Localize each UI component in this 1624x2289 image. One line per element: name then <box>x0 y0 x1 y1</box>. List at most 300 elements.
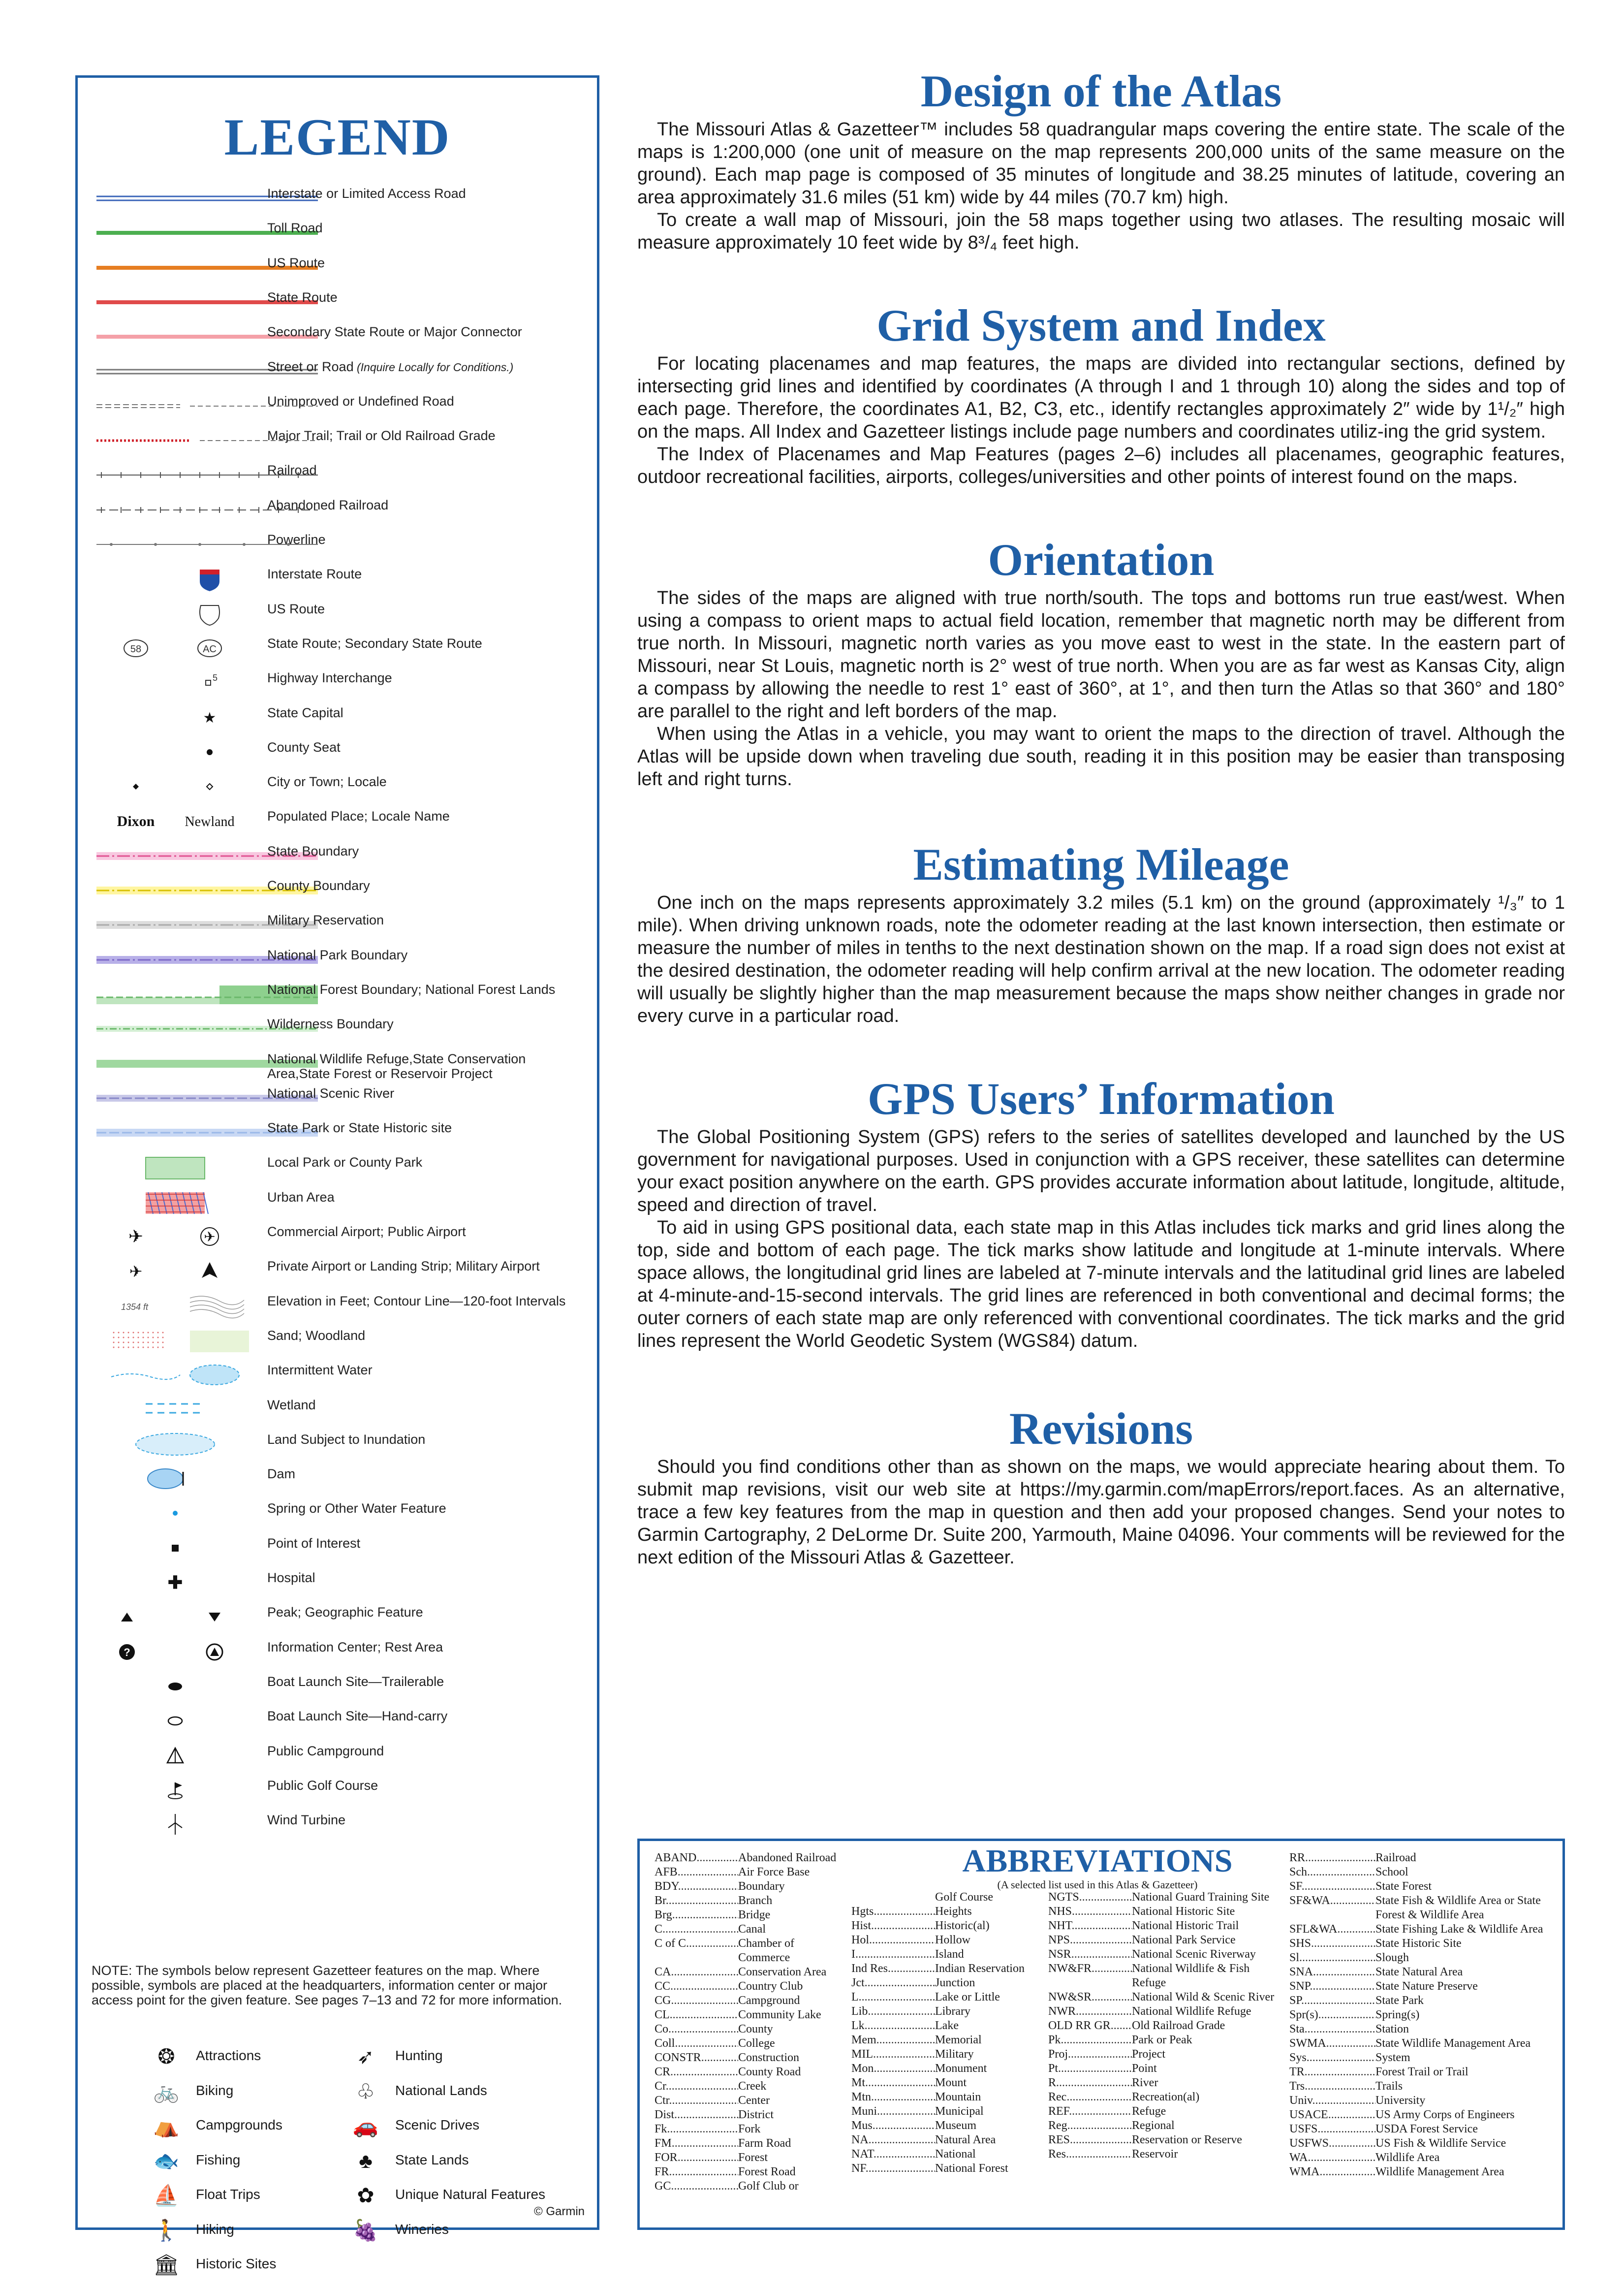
gazetteer-label: Wineries <box>395 2221 449 2237</box>
legend-label: National Scenic River <box>267 1085 395 1101</box>
abbreviation-meaning: College <box>738 2037 775 2050</box>
abbreviation-key: RES <box>1048 2133 1070 2146</box>
abbreviation-meaning: Heights <box>935 1905 972 1918</box>
legend-panel <box>75 75 599 2276</box>
gazetteer-label: Attractions <box>196 2048 261 2063</box>
legend-item <box>78 186 597 221</box>
abbreviation-entry <box>851 2119 1038 2133</box>
abbreviation-key: Sch <box>1289 1866 1307 1878</box>
gazetteer-label: Hiking <box>196 2221 234 2237</box>
abbreviation-key: Fk <box>655 2123 667 2135</box>
abbreviation-meaning: Park or Peak <box>1132 2034 1192 2046</box>
abbreviation-meaning: Air Force Base <box>738 1866 810 1878</box>
abbreviation-key: Mt <box>851 2076 866 2089</box>
abbreviation-key: NAT <box>851 2148 874 2161</box>
abbreviation-entry <box>851 2033 1038 2047</box>
legend-item <box>78 1120 597 1155</box>
abbreviation-entry <box>1289 2094 1550 2108</box>
attractions-icon: ❂ <box>157 2045 175 2068</box>
legend-label: Wind Turbine <box>267 1812 346 1828</box>
abbreviation-entry <box>851 2090 1038 2104</box>
section <box>637 1401 1565 1569</box>
legend-item <box>78 809 597 843</box>
legend-label: Private Airport or Landing Strip; Military Airport <box>267 1259 540 1274</box>
abbreviation-meaning: State Historic Site <box>1375 1937 1462 1950</box>
abbreviation-key: REF <box>1048 2105 1069 2118</box>
gazetteer-note: NOTE: The symbols below represent Gazetteer features on the map. Where possible, symbols are placed at the headquarters, information center or major access point for the given feature. See pages 7–13 and 72 for more information. <box>92 1963 562 2007</box>
abbreviation-key: L <box>851 1991 859 2003</box>
abbreviation-entry <box>1048 2047 1280 2062</box>
abbreviation-key: Brg <box>655 1908 672 1921</box>
abbreviation-meaning: Point <box>1132 2062 1157 2075</box>
abbreviation-key: SNP <box>1289 1980 1310 1993</box>
legend-item <box>78 1017 597 1051</box>
abbreviation-key: C of C <box>655 1937 687 1950</box>
legend-label: State Boundary <box>267 843 359 858</box>
abbreviation-meaning: Wildlife Area <box>1375 2151 1440 2164</box>
abbreviation-entry <box>851 2147 1038 2162</box>
legend-item <box>78 948 597 982</box>
abbreviation-meaning: Trails <box>1375 2080 1403 2093</box>
gazetteer-label: Biking <box>196 2082 234 2098</box>
abbreviation-key: Trs <box>1289 2080 1305 2093</box>
abbreviation-meaning: Farm Road <box>738 2137 791 2150</box>
abbreviation-meaning: Natural Area <box>935 2133 996 2146</box>
section-paragraph: For locating placenames and map features, the maps are divided into rectangular sections, defined by intersecting grid lines and identified by coordinates (A through I and 1 through 10) along the sides and top of each page. Therefore, the coordinates A1, B2, C3, etc., identify rectangles approximately 2″ wide by 1¹/₂″ high on the maps. All Index and Gazetteer listings include page numbers and coordinates utiliz-ing the grid system. <box>637 353 1565 442</box>
legend-item <box>78 844 597 878</box>
abbreviation-entry <box>851 1947 1038 1962</box>
abbreviation-meaning: Recreation(al) <box>1132 2091 1200 2103</box>
abbreviation-key: Rec <box>1048 2091 1067 2103</box>
abbreviation-entry <box>655 2051 842 2065</box>
abbreviation-meaning: River <box>1132 2076 1158 2089</box>
legend-label: Elevation in Feet; Contour Line—120-foot Intervals <box>267 1293 566 1308</box>
abbreviation-key: AFB <box>655 1866 678 1878</box>
legend-label: Local Park or County Park <box>267 1155 423 1170</box>
abbreviation-entry <box>1289 1951 1550 1965</box>
abbreviation-entry <box>851 1962 1038 1976</box>
abbreviation-entry <box>655 2079 842 2094</box>
abbreviation-meaning: Creek <box>738 2080 767 2093</box>
abbreviation-meaning: State Natural Area <box>1375 1966 1463 1978</box>
abbreviation-meaning: Junction <box>935 1976 975 1989</box>
abbreviation-key: Dist <box>655 2108 675 2121</box>
abbreviation-key: SP <box>1289 1994 1302 2007</box>
abbreviation-meaning: Fork <box>738 2123 761 2135</box>
section-paragraph: When using the Atlas in a vehicle, you may want to orient the maps to the direction of travel. Although the Atlas will be upside down when traveling due south, reading it in this position may be easier than transposing left and right turns. <box>637 724 1565 790</box>
abbreviation-entry <box>1289 1851 1550 1865</box>
legend-label: Populated Place; Locale Name <box>267 809 450 824</box>
abbreviation-key: GC <box>655 2180 671 2193</box>
abbreviation-entry <box>1289 1922 1550 1937</box>
abbreviation-key: Reg <box>1048 2119 1067 2132</box>
legend-item <box>78 1328 597 1363</box>
legend-label: County Seat <box>267 739 341 755</box>
abbreviation-meaning: Reservation or Reserve <box>1132 2133 1242 2146</box>
abbreviation-meaning: National Wildlife Refuge <box>1132 2005 1251 2018</box>
abbreviation-key: WA <box>1289 2151 1308 2164</box>
abbreviation-entry <box>1289 2122 1550 2136</box>
abbreviation-key: Spr(s) <box>1289 2008 1318 2021</box>
abbreviation-meaning: State Fishing Lake & Wildlife Area <box>1375 1923 1543 1936</box>
legend-label: US Route <box>267 601 325 616</box>
abbreviation-entry <box>1289 2022 1550 2036</box>
abbreviation-key: NGTS <box>1048 1891 1079 1904</box>
abbreviation-meaning: Museum <box>935 2119 976 2132</box>
abbreviation-meaning: State Park <box>1375 1994 1424 2007</box>
abbreviation-entry <box>1289 2051 1550 2065</box>
abbreviation-entry <box>1289 2065 1550 2079</box>
abbreviation-meaning: Old Railroad Grade <box>1132 2019 1225 2032</box>
section-title: Orientation <box>988 535 1215 585</box>
legend-label: Intermittent Water <box>267 1363 373 1378</box>
abbreviation-entry <box>655 1979 842 1994</box>
section-title: Design of the Atlas <box>920 66 1282 116</box>
abbreviation-key: Ind Res <box>851 1962 888 1975</box>
abbreviation-entry <box>655 2008 842 2022</box>
abbreviation-column <box>1289 1851 1550 2179</box>
abbreviation-entry <box>1048 1990 1280 2004</box>
abbreviation-key: Pk <box>1048 2034 1061 2046</box>
abbreviation-key: SWMA <box>1289 2037 1326 2050</box>
abbreviation-meaning: Military <box>935 2048 974 2061</box>
gazetteer-label: State Lands <box>395 2152 469 2167</box>
legend-label: Abandoned Railroad <box>267 497 389 512</box>
abbreviation-meaning: National Guard Training Site <box>1132 1891 1270 1904</box>
abbreviation-meaning: Mountain <box>935 2091 981 2103</box>
abbreviation-entry <box>851 2104 1038 2119</box>
abbreviation-key: FM <box>655 2137 672 2150</box>
abbreviation-entry <box>1289 1979 1550 1994</box>
copyright: © Garmin <box>533 2205 585 2218</box>
abbreviation-entry <box>1289 2036 1550 2051</box>
abbreviation-meaning: Hollow <box>935 1934 970 1946</box>
abbreviation-key: Muni <box>851 2105 877 2118</box>
abbreviation-entry <box>1048 2147 1280 2162</box>
legend-item <box>78 498 597 532</box>
abbreviation-meaning: Refuge <box>1132 2105 1166 2118</box>
abbreviation-meaning: Golf Club or <box>738 2180 799 2193</box>
abbreviation-key: CONSTR <box>655 2051 701 2064</box>
legend-label: State Route <box>267 289 338 305</box>
abbreviation-meaning: Lake or Little <box>935 1991 1000 2003</box>
abbreviation-entry <box>851 1976 1038 1990</box>
legend-label: Secondary State Route or Major Connector <box>267 324 522 340</box>
legend-label: Public Golf Course <box>267 1778 378 1793</box>
abbreviation-entry <box>1048 2133 1280 2147</box>
abbreviation-key: FOR <box>655 2151 678 2164</box>
abbreviation-key: NPS <box>1048 1934 1070 1946</box>
gazetteer-label: Hunting <box>395 2048 443 2063</box>
abbreviation-entry <box>655 1937 842 1965</box>
section <box>637 1072 1565 1352</box>
abbreviation-entry <box>1048 2019 1280 2033</box>
abbreviation-column <box>851 1890 1038 2176</box>
legend-item <box>78 1294 597 1328</box>
legend-item <box>78 567 597 601</box>
legend-item <box>78 1812 597 1847</box>
legend-item <box>78 221 597 255</box>
abbreviation-entry <box>655 2065 842 2079</box>
abbreviation-meaning: Station <box>1375 2023 1409 2035</box>
abbreviation-entry <box>851 2062 1038 2076</box>
elevation-sample: 1354 ft <box>121 1302 149 1312</box>
abbreviation-key: RR <box>1289 1851 1306 1864</box>
legend-label: Dam <box>267 1466 296 1482</box>
national-lands-icon: ♧ <box>356 2079 375 2103</box>
legend-label: State Route; Secondary State Route <box>267 636 482 651</box>
legend-item <box>78 878 597 913</box>
section-paragraph: To create a wall map of Missouri, join the 58 maps together using two atlases. The resulting mosaic will measure approximately 10 feet wide by 8³/₄ feet high. <box>637 210 1565 253</box>
abbreviation-entry <box>1289 2151 1550 2165</box>
abbreviation-meaning: US Fish & Wildlife Service <box>1375 2137 1506 2150</box>
section-paragraph: The Index of Placenames and Map Features (pages 2–6) includes all placenames, geographic features, outdoor recreational facilities, airports, colleges/universities and other points of interest found on the maps. <box>637 444 1565 487</box>
abbreviation-entry <box>655 2108 842 2122</box>
abbreviation-meaning: Spring(s) <box>1375 2008 1420 2021</box>
abbreviation-entry <box>655 1851 842 1865</box>
legend-item <box>78 1432 597 1466</box>
legend-item <box>78 740 597 774</box>
abbreviation-key: USFS <box>1289 2123 1318 2135</box>
abbreviation-column <box>1048 1890 1280 2162</box>
abbreviation-key: Mus <box>851 2119 873 2132</box>
gazetteer-label: Unique Natural Features <box>395 2187 546 2202</box>
legend-label: Toll Road <box>267 221 323 236</box>
abbreviation-meaning: Monument <box>935 2062 987 2075</box>
svg-text:?: ? <box>124 1646 130 1658</box>
abbreviation-meaning: National Scenic Riverway <box>1132 1948 1256 1961</box>
gazetteer-label: Fishing <box>196 2152 241 2167</box>
main-content <box>637 64 1565 1569</box>
abbreviation-meaning: District <box>738 2108 774 2121</box>
campgrounds-icon: ⛺ <box>153 2114 180 2137</box>
abbreviation-meaning: State Wildlife Management Area <box>1375 2037 1531 2050</box>
abbreviation-meaning: Country Club <box>738 1980 803 1993</box>
abbreviation-meaning: Bridge <box>738 1908 771 1921</box>
abbreviation-key: Hol <box>851 1934 869 1946</box>
abbreviation-entry <box>655 1865 842 1879</box>
legend-item <box>78 1709 597 1743</box>
abbreviation-entry <box>1048 2004 1280 2019</box>
legend-item <box>78 982 597 1017</box>
abbreviation-key: USFWS <box>1289 2137 1329 2150</box>
legend-label: Interstate or Limited Access Road <box>267 186 466 201</box>
abbreviation-entry <box>655 1965 842 1979</box>
abbreviations-title: ABBREVIATIONS <box>962 1843 1233 1879</box>
abbreviation-entry <box>655 1879 842 1894</box>
abbreviation-meaning: Memorial <box>935 2034 982 2046</box>
abbreviation-meaning: Historic(al) <box>935 1919 990 1932</box>
abbreviation-meaning: Railroad <box>1375 1851 1416 1864</box>
abbreviation-key: Sl <box>1289 1951 1300 1964</box>
abbreviation-entry <box>851 1919 1038 1933</box>
abbreviation-entry <box>655 2165 842 2179</box>
abbreviation-key: OLD RR GR <box>1048 2019 1111 2032</box>
hunting-icon: ➶ <box>357 2045 375 2068</box>
fishing-icon: 🐟 <box>153 2149 180 2172</box>
abbreviation-key: NHT <box>1048 1919 1072 1932</box>
abbreviation-meaning: Abandoned Railroad <box>738 1851 837 1864</box>
abbreviation-key: NHS <box>1048 1905 1072 1918</box>
abbreviation-entry <box>851 1933 1038 1947</box>
legend-item <box>78 1051 597 1086</box>
abbreviation-meaning: Lake <box>935 2019 959 2032</box>
abbreviation-meaning: Community Lake <box>738 2008 821 2021</box>
legend-item <box>78 1570 597 1605</box>
abbreviations-panel <box>637 1839 1565 2230</box>
legend-label: Land Subject to Inundation <box>267 1431 426 1447</box>
legend-item <box>78 359 597 394</box>
gazetteer-label: National Lands <box>395 2082 487 2098</box>
abbreviation-meaning: School <box>1375 1866 1408 1878</box>
legend-label: Urban Area <box>267 1189 335 1205</box>
secondary-route-letters: AC <box>203 643 217 655</box>
natural-features-icon: ✿ <box>357 2184 375 2207</box>
section-title: Estimating Mileage <box>913 839 1289 890</box>
abbreviation-key: I <box>851 1948 855 1961</box>
section <box>637 837 1565 1027</box>
abbreviation-entry <box>1048 2104 1280 2119</box>
abbreviation-key: SHS <box>1289 1937 1312 1950</box>
populated-place-sample: Dixon <box>117 813 155 830</box>
legend-item <box>78 290 597 324</box>
legend-label: Wetland <box>267 1397 316 1412</box>
legend-label: Peak; Geographic Feature <box>267 1605 423 1620</box>
abbreviation-meaning: System <box>1375 2051 1410 2064</box>
abbreviation-meaning: County Road <box>738 2066 801 2078</box>
abbreviation-key: Pt <box>1048 2062 1059 2075</box>
abbreviation-meaning: University <box>1375 2094 1426 2107</box>
abbreviation-meaning: State Forest <box>1375 1880 1432 1893</box>
abbreviation-meaning: Canal <box>738 1923 766 1936</box>
legend-label: Unimproved or Undefined Road <box>267 393 454 409</box>
abbreviation-key: Jct <box>851 1976 865 1989</box>
legend-item <box>78 324 597 359</box>
legend-item <box>78 1259 597 1293</box>
legend-item <box>78 774 597 809</box>
abbreviation-entry <box>851 2047 1038 2062</box>
svg-text:✈: ✈ <box>129 1263 143 1281</box>
abbreviation-entry <box>655 2022 842 2036</box>
abbreviation-key: Hist <box>851 1919 872 1932</box>
abbreviation-entry <box>655 1994 842 2008</box>
abbreviation-entry <box>1289 2108 1550 2122</box>
abbreviation-key: FR <box>655 2165 669 2178</box>
legend-item <box>78 428 597 463</box>
abbreviation-meaning: Indian Reservation <box>935 1962 1025 1975</box>
biking-icon: 🚲 <box>153 2079 180 2103</box>
section-paragraph: The Global Positioning System (GPS) refers to the series of satellites developed and launched by the US government for navigational purposes. Used in conjunction with a GPS receiver, these satellites can determine your exact position anywhere on the earth. GPS provides accurate information about latitude, longitude, altitude, speed and direction of travel. <box>637 1127 1565 1215</box>
abbreviation-key: NF <box>851 2162 866 2175</box>
gazetteer-label: Historic Sites <box>196 2256 277 2271</box>
abbreviation-entry <box>851 1890 1038 1905</box>
legend-label: Street or Road (Inquire Locally for Conditions.) <box>267 359 514 374</box>
legend-item <box>78 394 597 428</box>
legend-item <box>78 1501 597 1535</box>
abbreviation-entry <box>851 1905 1038 1919</box>
section <box>637 64 1565 254</box>
abbreviation-key: Sta <box>1289 2023 1305 2035</box>
abbreviation-key: Br <box>655 1894 666 1907</box>
legend-label: Military Reservation <box>267 913 384 928</box>
abbreviation-entry <box>655 1922 842 1937</box>
abbreviation-entry <box>851 2019 1038 2033</box>
legend-label: Railroad <box>267 463 317 478</box>
abbreviation-key: USACE <box>1289 2108 1328 2121</box>
abbreviation-meaning: Mount <box>935 2076 967 2089</box>
abbreviation-entry <box>1289 1937 1550 1951</box>
abbreviation-entry <box>1289 1865 1550 1879</box>
abbreviation-entry <box>655 2094 842 2108</box>
legend-label: National Forest Boundary; National Forest Lands <box>267 982 556 997</box>
svg-text:★: ★ <box>203 709 217 726</box>
abbreviation-meaning: Forest Road <box>738 2165 796 2178</box>
legend-label: Public Campground <box>267 1743 384 1758</box>
legend-item <box>78 1605 597 1639</box>
section-title: Revisions <box>1009 1403 1193 1454</box>
abbreviation-entry <box>851 2004 1038 2019</box>
abbreviation-key: SF <box>1289 1880 1302 1893</box>
legend-label: Boat Launch Site—Hand-carry <box>267 1709 448 1724</box>
section-paragraph: To aid in using GPS positional data, each state map in this Atlas includes tick marks and grid lines along the top, side and bottom of each page. The tick marks show latitude and longitude at 1-minute intervals. Where space allows, the longitudinal grid lines are labeled at 7-minute intervals and the latitudinal grid lines are labeled at 4-minute-and-15-second intervals. The grid lines are referenced in both conventional and decimal forms; the outer corners of each state map are only referenced with conventional coordinates. The tick marks and the grid lines represent the World Geodetic System (WGS84) datum. <box>637 1217 1565 1351</box>
legend-label: Powerline <box>267 532 326 547</box>
legend-title: LEGEND <box>224 108 451 166</box>
section <box>637 298 1565 488</box>
abbreviation-entry <box>1048 1947 1280 1962</box>
abbreviation-entry <box>851 2133 1038 2147</box>
section-title: GPS Users’ Information <box>868 1074 1335 1124</box>
section <box>637 533 1565 791</box>
abbreviation-meaning: National Wild & Scenic River <box>1132 1991 1275 2003</box>
abbreviation-entry <box>1289 1879 1550 1894</box>
legend-item <box>78 1466 597 1501</box>
legend-item <box>78 1190 597 1224</box>
legend-item <box>78 463 597 497</box>
abbreviation-entry <box>1289 2165 1550 2179</box>
abbreviation-meaning: Forest <box>738 2151 768 2164</box>
abbreviation-meaning: Forest Trail or Trail <box>1375 2066 1468 2078</box>
legend-label: State Capital <box>267 705 344 720</box>
abbreviation-key: Coll <box>655 2037 675 2050</box>
abbreviation-key: C <box>655 1923 663 1936</box>
abbreviation-meaning: Conservation Area <box>738 1966 827 1978</box>
abbreviation-meaning: Island <box>935 1948 964 1961</box>
abbreviation-entry <box>1289 2008 1550 2022</box>
abbreviation-meaning: Municipal <box>935 2105 984 2118</box>
abbreviation-entry <box>655 2122 842 2136</box>
abbreviation-entry <box>1048 2119 1280 2133</box>
abbreviation-entry <box>1048 2062 1280 2076</box>
abbreviation-key: Proj <box>1048 2048 1068 2061</box>
legend-item <box>78 1224 597 1259</box>
abbreviation-meaning: USDA Forest Service <box>1375 2123 1478 2135</box>
abbreviation-meaning: National Historic Trail <box>1132 1919 1239 1932</box>
section-paragraph: One inch on the maps represents approximately 3.2 miles (5.1 km) on the ground (approximately ¹/₃″ to 1 mile). When driving unknown roads, note the odometer reading at the last known intersection, then estimate or measure the number of miles in tenths to the next destination shown on the map. If a road sign does not exist at the desired destination, the odometer reading will help confirm arrival at the new location. The odometer reading will usually be slightly higher than the map measurement because the maps show neither changes in grade nor every curve in a particular road. <box>637 892 1565 1026</box>
legend-label: Interstate Route <box>267 567 362 582</box>
legend-label: Information Center; Rest Area <box>267 1639 443 1654</box>
legend-label: Point of Interest <box>267 1535 361 1551</box>
float-trips-icon: ⛵ <box>153 2184 180 2207</box>
legend-label: Highway Interchange <box>267 670 392 686</box>
abbreviation-meaning: National <box>935 2148 976 2161</box>
legend-label: Boat Launch Site—Trailerable <box>267 1674 444 1689</box>
abbreviation-meaning: Library <box>935 2005 970 2018</box>
abbreviation-entry <box>1048 1933 1280 1947</box>
legend-item <box>78 255 597 290</box>
legend-item <box>78 1536 597 1570</box>
legend-item <box>78 913 597 947</box>
abbreviation-key: Res <box>1048 2148 1066 2161</box>
